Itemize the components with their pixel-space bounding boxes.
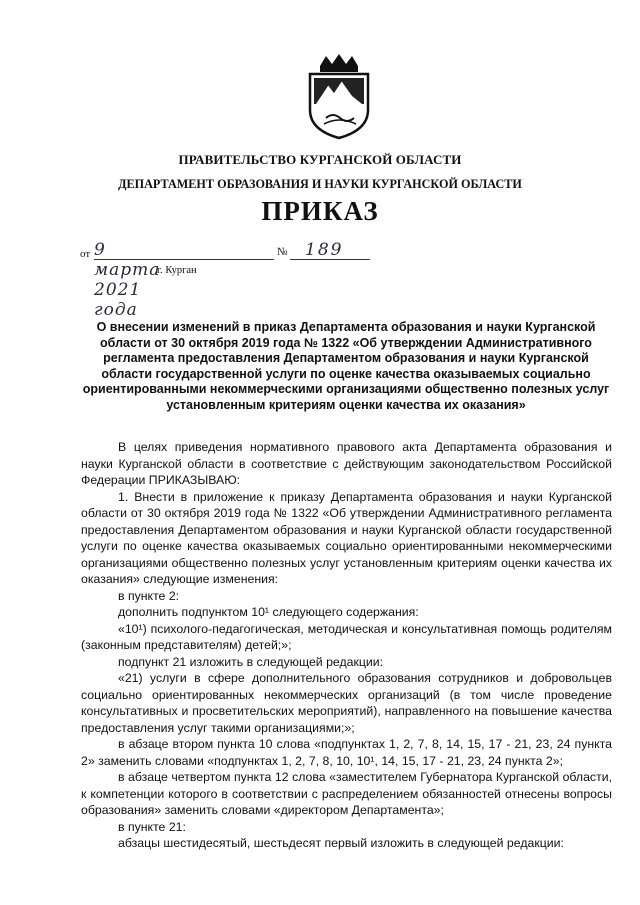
paragraph: в абзаце втором пункта 10 слова «подпунктах 1, 2, 7, 8, 14, 15, 17 - 21, 23, 24 пункта 2» заменить словами «подпунктах 1, 2, 7, 8, 10, 10¹, 14, 15, 17 - 21, 23, 24 пункта 2»; <box>81 737 612 768</box>
paragraph: подпункт 21 изложить в следующей редакции: <box>118 654 384 669</box>
paragraph: в абзаце четвертом пункта 12 слова «заместителем Губернатора Курганской области, к компетенции которого в соответствии с распределением обязанностей отнесены вопросы образования» заменить словами «директором Департамента»; <box>81 770 612 817</box>
paragraph: абзацы шестидесятый, шестьдесят первый изложить в следующей редакции: <box>118 836 564 850</box>
document-body <box>81 439 612 852</box>
paragraph: в пункте 2: <box>118 588 180 603</box>
number-underline <box>290 259 370 260</box>
document-type: ПРИКАЗ <box>261 196 379 226</box>
document-title: О внесении изменений в приказ Департамента образования и науки Курганской области от 30 октября 2019 года № 1322 «Об утверждении Административного регламента предоставления Департаментом образования и науки Курганской области государственной услуги по оценке качества оказываемых социально ориентированными некоммерческими организациями общественно полезных услуг установленным критериям оценки качества их оказания» <box>82 320 610 412</box>
paragraph: дополнить подпунктом 10¹ следующего содержания: <box>118 605 419 619</box>
government-name: ПРАВИТЕЛЬСТВО КУРГАНСКОЙ ОБЛАСТИ <box>178 152 462 167</box>
coat-of-arms-icon <box>298 52 380 142</box>
paragraph: «10¹) психолого-педагогическая, методическая и консультативная помощь родителям (законным представителям) детей;»; <box>81 621 612 652</box>
paragraph: 1. Внести в приложение к приказу Департамента образования и науки Курганской области от 30 октября 2019 года № 1322 «Об утверждении Административного регламента предоставления Департаментом образования и науки Курганской области государственной услуги по оценке качества оказываемых социально ориентированными некоммерческими организациями общественно полезных услуг установленным критериям оценки качества их оказания» следующие изменения: <box>81 489 612 586</box>
paragraph: в пункте 21: <box>118 819 186 834</box>
paragraph: В целях приведения нормативного правового акта Департамента образования и науки Курганской области в соответствие с действующим законодательством Российской Федерации ПРИКАЗЫВАЮ: <box>81 440 612 487</box>
number-handwritten: 189 <box>305 240 344 260</box>
department-name: ДЕПАРТАМЕНТ ОБРАЗОВАНИЯ И НАУКИ КУРГАНСКОЙ ОБЛАСТИ <box>118 177 522 191</box>
date-handwritten: 9 марта 2021 года <box>94 240 161 320</box>
date-prefix: от <box>80 248 91 260</box>
city: г. Курган <box>157 265 197 276</box>
date-underline <box>94 259 274 260</box>
number-prefix: № <box>277 246 288 258</box>
paragraph: «21) услуги в сфере дополнительного образования сотрудников и добровольцев социально ориентированных некоммерческих организаций (в том числе проведение консультативных и просветительских мероприятий), направленного на повышение качества предоставления услуг такими организациями;»; <box>81 671 612 735</box>
